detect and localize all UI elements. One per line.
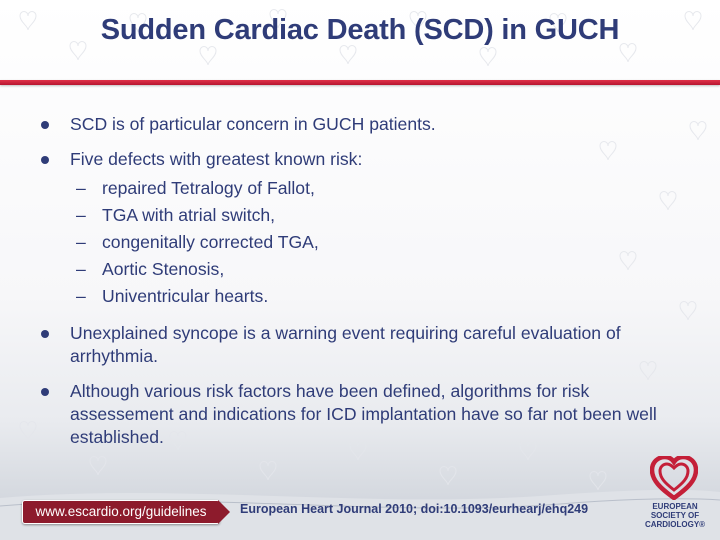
bullet-text: SCD is of particular concern in GUCH patients. bbox=[70, 114, 436, 134]
logo-line: CARDIOLOGY® bbox=[644, 520, 706, 529]
sub-item-text: repaired Tetralogy of Fallot, bbox=[102, 178, 315, 198]
esc-heart-logo-icon bbox=[650, 456, 698, 500]
bullet-list bbox=[38, 113, 688, 461]
dash-icon: – bbox=[76, 259, 86, 279]
bullet-text: Unexplained syncope is a warning event requiring careful evaluation of arrhythmia. bbox=[70, 323, 621, 366]
dash-icon: – bbox=[76, 205, 86, 225]
bullet-item bbox=[38, 380, 688, 449]
guidelines-link[interactable]: www.escardio.org/guidelines bbox=[22, 500, 220, 524]
journal-citation: European Heart Journal 2010; doi:10.1093/eurhearj/ehq249 bbox=[240, 502, 589, 516]
dash-icon: – bbox=[76, 178, 86, 198]
bullet-dot-icon bbox=[41, 388, 49, 396]
sub-item-text: TGA with atrial switch, bbox=[102, 205, 276, 225]
sub-list-item bbox=[38, 258, 688, 281]
bullet-dot-icon bbox=[41, 121, 49, 129]
bullet-dot-icon bbox=[41, 330, 49, 338]
sub-item-text: Univentricular hearts. bbox=[102, 286, 269, 306]
bullet-dot-icon bbox=[41, 156, 49, 164]
bullet-item bbox=[38, 113, 688, 136]
arrow-icon bbox=[218, 500, 230, 524]
bullet-item bbox=[38, 148, 688, 171]
sub-list-item bbox=[38, 285, 688, 308]
esc-logo-text bbox=[632, 502, 718, 529]
bullet-item bbox=[38, 322, 688, 368]
title-divider bbox=[0, 80, 720, 85]
sub-item-text: Aortic Stenosis, bbox=[102, 259, 225, 279]
bullet-text: Although various risk factors have been defined, algorithms for risk assessement and indications for ICD implantation have so far not been well established. bbox=[70, 381, 657, 447]
bullet-text: Five defects with greatest known risk: bbox=[70, 149, 363, 169]
dash-icon: – bbox=[76, 232, 86, 252]
logo-line: SOCIETY OF bbox=[650, 511, 700, 520]
sub-list-item bbox=[38, 204, 688, 227]
sub-list-item bbox=[38, 231, 688, 254]
slide-title: Sudden Cardiac Death (SCD) in GUCH bbox=[100, 14, 620, 46]
logo-line: EUROPEAN bbox=[652, 502, 698, 511]
sub-list-item bbox=[38, 177, 688, 200]
dash-icon: – bbox=[76, 286, 86, 306]
sub-item-text: congenitally corrected TGA, bbox=[102, 232, 319, 252]
